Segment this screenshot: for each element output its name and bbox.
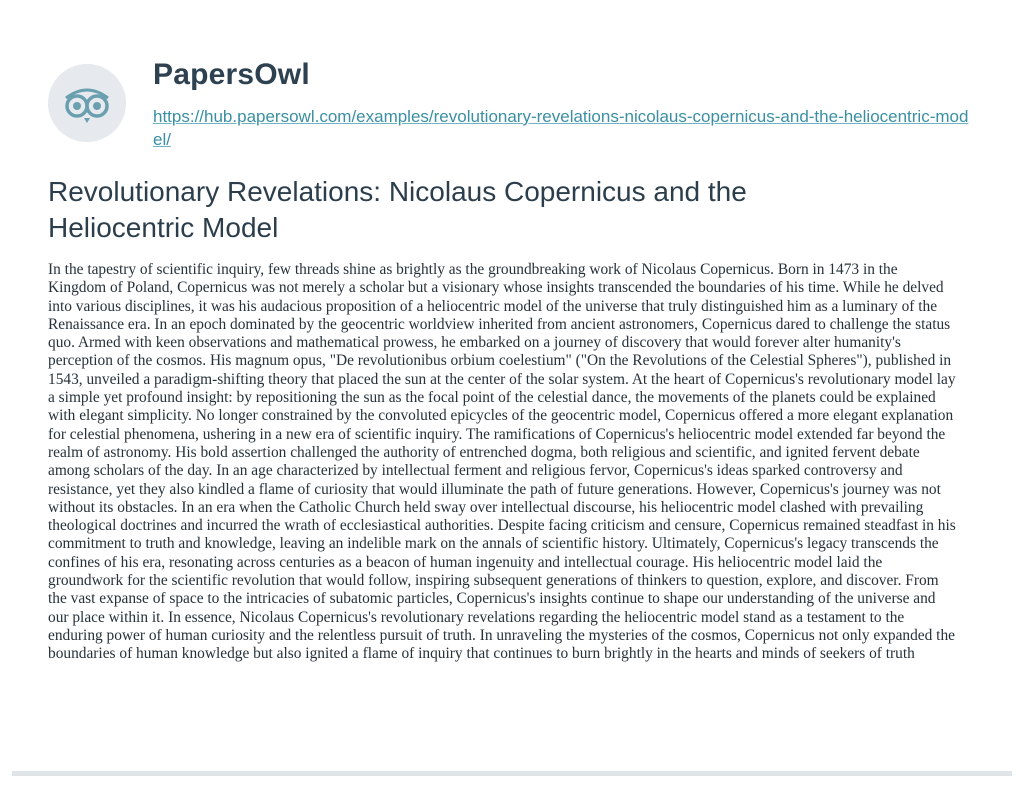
document-title: Revolutionary Revelations: Nicolaus Copernicus and the Heliocentric Model <box>48 176 747 243</box>
brand-name[interactable]: PapersOwl <box>153 58 310 91</box>
source-url-link[interactable]: https://hub.papersowl.com/examples/revolutionary-revelations-nicolaus-copernicus-and-the-heliocentric-model/ <box>153 107 969 149</box>
owl-face-icon <box>48 64 126 142</box>
page-bottom-divider <box>12 771 1012 776</box>
header <box>48 58 988 154</box>
document-body: In the tapestry of scientific inquiry, few threads shine as brightly as the groundbreaking work of Nicolaus Copernicus. Born in 1473 in the Kingdom of Poland, Copernicus was not merely a scholar but a visionary whose insights transcended the boundaries of his time. While he delved into various disciplines, it was his audacious proposition of a heliocentric model of the universe that truly distinguished him as a luminary of the Renaissance era. In an epoch dominated by the geocentric worldview inherited from ancient astronomers, Copernicus dared to challenge the status quo. Armed with keen observations and mathematical prowess, he embarked on a journey of discovery that would forever alter humanity's perception of the cosmos. His magnum opus, "De revolutionibus orbium coelestium" ("On the Revolutions of the Celestial Spheres"), published in 1543, unveiled a paradigm-shifting theory that placed the sun at the center of the solar system. At the heart of Copernicus's revolutionary model lay a simple yet profound insight: by repositioning the sun as the focal point of the celestial dance, the movements of the planets could be explained with elegant simplicity. No longer constrained by the convoluted epicycles of the geocentric model, Copernicus offered a more elegant explanation for celestial phenomena, ushering in a new era of scientific inquiry. The ramifications of Copernicus's heliocentric model extended far beyond the realm of astronomy. His bold assertion challenged the authority of entrenched dogma, both religious and scientific, and ignited fervent debate among scholars of the day. In an age characterized by intellectual ferment and religious fervor, Copernicus's ideas sparked controversy and resistance, yet they also kindled a flame of curiosity that would illuminate the path of future generations. However, Copernicus's journey was not without its obstacles. In an era when the Catholic Church held sway over intellectual discourse, his heliocentric model clashed with prevailing theological doctrines and incurred the wrath of ecclesiastical authorities. Despite facing criticism and censure, Copernicus remained steadfast in his commitment to truth and knowledge, leaving an indelible mark on the annals of scientific history. Ultimately, Copernicus's legacy transcends the confines of his era, resonating across centuries as a beacon of human ingenuity and intellectual courage. His heliocentric model laid the groundwork for the scientific revolution that would follow, inspiring subsequent generations of thinkers to question, explore, and discover. From the vast expanse of space to the intricacies of subatomic particles, Copernicus's insights continue to shape our understanding of the universe and our place within it. In essence, Nicolaus Copernicus's revolutionary revelations regarding the heliocentric model stand as a testament to the enduring power of human curiosity and the relentless pursuit of truth. In unraveling the mysteries of the cosmos, Copernicus not only expanded the boundaries of human knowledge but also ignited a flame of inquiry that continues to burn brightly in the hearts and minds of seekers of truth <box>48 261 956 663</box>
